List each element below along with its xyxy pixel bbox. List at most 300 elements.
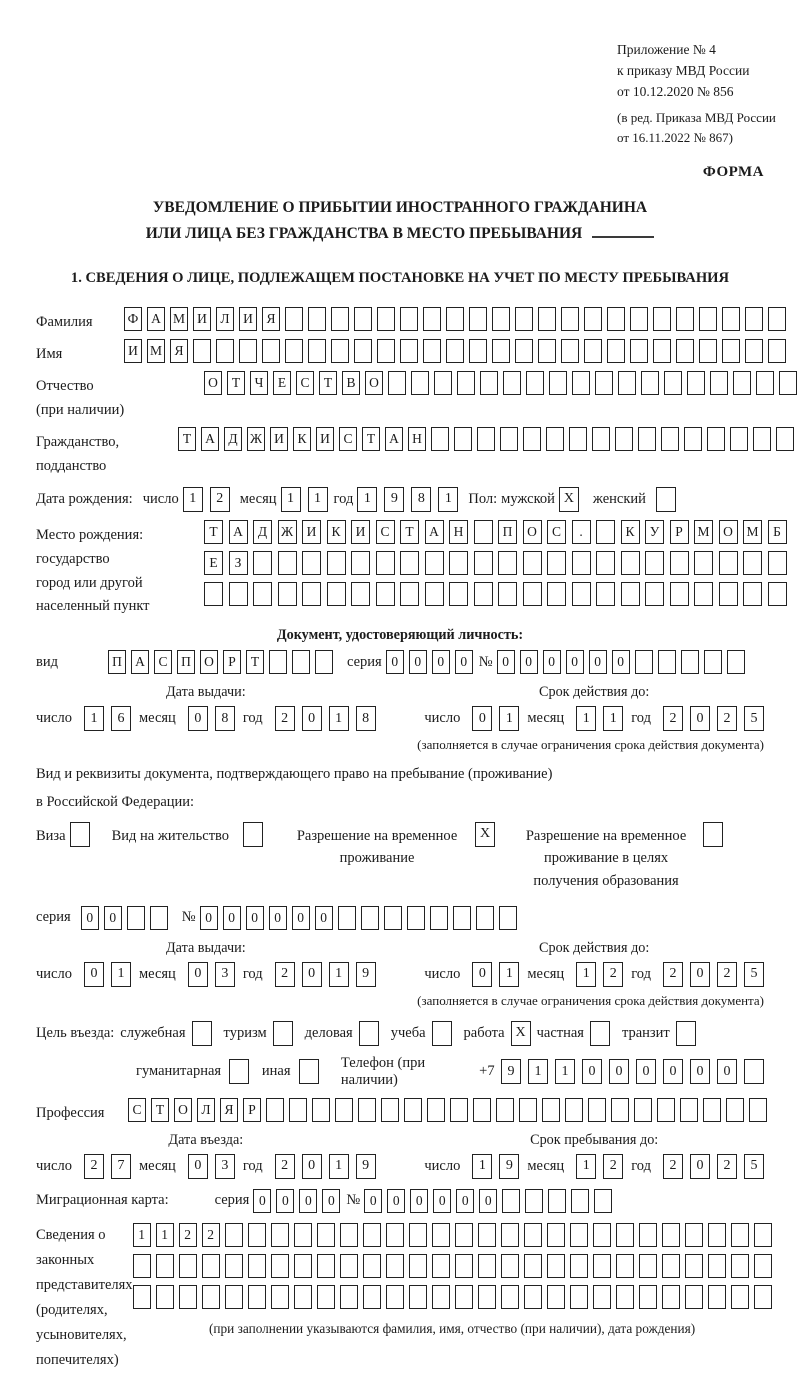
char-cell[interactable]: О [204, 371, 222, 395]
char-cell[interactable] [547, 551, 566, 575]
char-cell[interactable] [779, 371, 797, 395]
char-cell[interactable] [681, 650, 699, 674]
char-cell[interactable] [687, 371, 705, 395]
char-cell[interactable]: 0 [582, 1059, 602, 1084]
char-cell[interactable]: Ж [247, 427, 265, 451]
char-cell[interactable] [363, 1223, 381, 1247]
char-cell[interactable]: Т [227, 371, 245, 395]
char-cell[interactable]: 0 [472, 706, 492, 731]
char-cell[interactable] [653, 339, 671, 363]
char-cell[interactable]: Т [400, 520, 419, 544]
char-cell[interactable]: 2 [717, 706, 737, 731]
char-cell[interactable]: 1 [499, 962, 519, 987]
char-cell[interactable] [525, 1189, 543, 1213]
char-cell[interactable] [524, 1223, 542, 1247]
char-cell[interactable] [616, 1254, 634, 1278]
char-cell[interactable]: 0 [223, 906, 241, 930]
char-cell[interactable] [388, 371, 406, 395]
char-cell[interactable]: 9 [356, 1154, 376, 1179]
char-cell[interactable] [615, 427, 633, 451]
char-cell[interactable]: 5 [744, 706, 764, 731]
char-cell[interactable] [253, 582, 272, 606]
char-cell[interactable] [225, 1254, 243, 1278]
char-cell[interactable] [292, 650, 310, 674]
char-cell[interactable] [565, 1098, 583, 1122]
char-cell[interactable] [710, 371, 728, 395]
char-cell[interactable] [271, 1254, 289, 1278]
char-cell[interactable]: 2 [717, 1154, 737, 1179]
char-cell[interactable]: О [523, 520, 542, 544]
char-cell[interactable] [694, 551, 713, 575]
char-cell[interactable]: Т [319, 371, 337, 395]
char-cell[interactable]: 0 [315, 906, 333, 930]
char-cell[interactable] [722, 339, 740, 363]
char-cell[interactable]: А [147, 307, 165, 331]
char-cell[interactable]: У [645, 520, 664, 544]
purpose-transit-checkbox[interactable] [676, 1021, 696, 1046]
char-cell[interactable] [719, 582, 738, 606]
char-cell[interactable] [216, 339, 234, 363]
char-cell[interactable]: Н [449, 520, 468, 544]
char-cell[interactable]: 1 [329, 962, 349, 987]
char-cell[interactable]: И [302, 520, 321, 544]
char-cell[interactable] [363, 1285, 381, 1309]
char-cell[interactable] [498, 582, 517, 606]
char-cell[interactable] [317, 1285, 335, 1309]
char-cell[interactable] [340, 1223, 358, 1247]
char-cell[interactable]: 1 [111, 962, 131, 987]
char-cell[interactable] [294, 1254, 312, 1278]
char-cell[interactable] [338, 906, 356, 930]
char-cell[interactable]: 0 [188, 962, 208, 987]
char-cell[interactable]: 0 [663, 1059, 683, 1084]
char-cell[interactable] [685, 1223, 703, 1247]
char-cell[interactable]: Ж [278, 520, 297, 544]
char-cell[interactable]: 2 [717, 962, 737, 987]
char-cell[interactable] [469, 339, 487, 363]
char-cell[interactable] [315, 650, 333, 674]
char-cell[interactable]: Ч [250, 371, 268, 395]
char-cell[interactable] [685, 1285, 703, 1309]
char-cell[interactable]: 2 [663, 962, 683, 987]
char-cell[interactable] [351, 582, 370, 606]
char-cell[interactable]: 1 [438, 487, 458, 512]
char-cell[interactable]: 7 [111, 1154, 131, 1179]
char-cell[interactable]: 0 [636, 1059, 656, 1084]
char-cell[interactable] [432, 1254, 450, 1278]
char-cell[interactable] [768, 551, 787, 575]
char-cell[interactable] [653, 307, 671, 331]
char-cell[interactable] [571, 1189, 589, 1213]
char-cell[interactable]: 1 [357, 487, 377, 512]
purpose-work-checkbox[interactable]: X [511, 1021, 531, 1046]
char-cell[interactable] [377, 307, 395, 331]
char-cell[interactable] [754, 1285, 772, 1309]
char-cell[interactable] [285, 339, 303, 363]
char-cell[interactable] [361, 906, 379, 930]
char-cell[interactable] [449, 551, 468, 575]
char-cell[interactable] [523, 582, 542, 606]
char-cell[interactable] [547, 1285, 565, 1309]
char-cell[interactable] [501, 1254, 519, 1278]
char-cell[interactable]: 2 [603, 962, 623, 987]
char-cell[interactable] [133, 1254, 151, 1278]
char-cell[interactable] [248, 1223, 266, 1247]
char-cell[interactable] [455, 1285, 473, 1309]
char-cell[interactable] [727, 650, 745, 674]
char-cell[interactable]: К [327, 520, 346, 544]
char-cell[interactable] [547, 1223, 565, 1247]
char-cell[interactable] [596, 520, 615, 544]
char-cell[interactable] [658, 650, 676, 674]
char-cell[interactable]: 0 [322, 1189, 340, 1213]
char-cell[interactable] [685, 1254, 703, 1278]
char-cell[interactable] [253, 551, 272, 575]
char-cell[interactable] [768, 582, 787, 606]
char-cell[interactable] [400, 339, 418, 363]
char-cell[interactable]: Т [204, 520, 223, 544]
char-cell[interactable] [542, 1098, 560, 1122]
char-cell[interactable]: 1 [576, 962, 596, 987]
char-cell[interactable]: 2 [210, 487, 230, 512]
char-cell[interactable] [377, 339, 395, 363]
char-cell[interactable] [594, 1189, 612, 1213]
char-cell[interactable]: Я [170, 339, 188, 363]
purpose-study-checkbox[interactable] [432, 1021, 452, 1046]
char-cell[interactable]: 5 [744, 1154, 764, 1179]
char-cell[interactable] [572, 371, 590, 395]
char-cell[interactable] [202, 1254, 220, 1278]
char-cell[interactable] [423, 339, 441, 363]
char-cell[interactable]: Е [273, 371, 291, 395]
char-cell[interactable]: Н [408, 427, 426, 451]
char-cell[interactable]: 1 [329, 706, 349, 731]
char-cell[interactable] [639, 1223, 657, 1247]
char-cell[interactable]: 1 [329, 1154, 349, 1179]
char-cell[interactable]: 2 [202, 1223, 220, 1247]
char-cell[interactable] [340, 1254, 358, 1278]
char-cell[interactable]: Б [768, 520, 787, 544]
char-cell[interactable] [708, 1223, 726, 1247]
char-cell[interactable] [670, 582, 689, 606]
char-cell[interactable]: 1 [576, 1154, 596, 1179]
char-cell[interactable] [354, 339, 372, 363]
char-cell[interactable] [726, 1098, 744, 1122]
char-cell[interactable] [572, 582, 591, 606]
char-cell[interactable] [248, 1254, 266, 1278]
char-cell[interactable] [676, 307, 694, 331]
char-cell[interactable] [179, 1285, 197, 1309]
char-cell[interactable] [478, 1223, 496, 1247]
temp-residence-education-checkbox[interactable] [703, 822, 723, 847]
char-cell[interactable]: Р [670, 520, 689, 544]
char-cell[interactable]: 0 [520, 650, 538, 674]
char-cell[interactable]: 0 [302, 962, 322, 987]
char-cell[interactable] [639, 1254, 657, 1278]
char-cell[interactable]: Д [224, 427, 242, 451]
char-cell[interactable] [634, 1098, 652, 1122]
char-cell[interactable] [156, 1285, 174, 1309]
char-cell[interactable]: Я [220, 1098, 238, 1122]
char-cell[interactable] [570, 1285, 588, 1309]
char-cell[interactable] [630, 339, 648, 363]
char-cell[interactable]: 2 [275, 962, 295, 987]
char-cell[interactable]: Я [262, 307, 280, 331]
char-cell[interactable]: 0 [479, 1189, 497, 1213]
char-cell[interactable]: Л [216, 307, 234, 331]
char-cell[interactable]: 9 [499, 1154, 519, 1179]
char-cell[interactable] [404, 1098, 422, 1122]
char-cell[interactable]: 0 [497, 650, 515, 674]
char-cell[interactable] [312, 1098, 330, 1122]
char-cell[interactable] [308, 307, 326, 331]
char-cell[interactable]: Р [243, 1098, 261, 1122]
char-cell[interactable]: 1 [499, 706, 519, 731]
char-cell[interactable] [457, 371, 475, 395]
char-cell[interactable] [645, 551, 664, 575]
char-cell[interactable] [524, 1254, 542, 1278]
char-cell[interactable] [699, 339, 717, 363]
char-cell[interactable]: 1 [133, 1223, 151, 1247]
char-cell[interactable] [492, 307, 510, 331]
purpose-other-checkbox[interactable] [299, 1059, 319, 1084]
char-cell[interactable] [335, 1098, 353, 1122]
char-cell[interactable]: 0 [410, 1189, 428, 1213]
char-cell[interactable] [302, 551, 321, 575]
char-cell[interactable] [707, 427, 725, 451]
char-cell[interactable]: 0 [269, 906, 287, 930]
char-cell[interactable] [699, 307, 717, 331]
char-cell[interactable]: 0 [386, 650, 404, 674]
char-cell[interactable] [492, 339, 510, 363]
purpose-tourism-checkbox[interactable] [273, 1021, 293, 1046]
char-cell[interactable]: Р [223, 650, 241, 674]
char-cell[interactable]: 0 [188, 1154, 208, 1179]
char-cell[interactable] [432, 1285, 450, 1309]
char-cell[interactable] [450, 1098, 468, 1122]
char-cell[interactable]: К [293, 427, 311, 451]
char-cell[interactable] [430, 906, 448, 930]
char-cell[interactable]: 1 [576, 706, 596, 731]
char-cell[interactable] [572, 551, 591, 575]
char-cell[interactable] [446, 339, 464, 363]
char-cell[interactable]: 0 [81, 906, 99, 930]
char-cell[interactable] [570, 1223, 588, 1247]
char-cell[interactable] [262, 339, 280, 363]
char-cell[interactable]: 0 [609, 1059, 629, 1084]
char-cell[interactable]: Ф [124, 307, 142, 331]
char-cell[interactable] [684, 427, 702, 451]
char-cell[interactable]: 2 [663, 1154, 683, 1179]
char-cell[interactable]: 9 [384, 487, 404, 512]
char-cell[interactable] [607, 339, 625, 363]
visa-checkbox[interactable] [70, 822, 90, 847]
char-cell[interactable] [546, 427, 564, 451]
char-cell[interactable] [427, 1098, 445, 1122]
char-cell[interactable] [561, 339, 579, 363]
char-cell[interactable] [548, 1189, 566, 1213]
char-cell[interactable] [407, 906, 425, 930]
char-cell[interactable]: 0 [364, 1189, 382, 1213]
char-cell[interactable] [411, 371, 429, 395]
char-cell[interactable]: 2 [179, 1223, 197, 1247]
char-cell[interactable] [621, 582, 640, 606]
char-cell[interactable]: 2 [84, 1154, 104, 1179]
char-cell[interactable]: 0 [104, 906, 122, 930]
char-cell[interactable]: 2 [275, 1154, 295, 1179]
char-cell[interactable]: 3 [215, 962, 235, 987]
char-cell[interactable] [455, 1254, 473, 1278]
char-cell[interactable]: С [547, 520, 566, 544]
char-cell[interactable] [289, 1098, 307, 1122]
char-cell[interactable]: Т [362, 427, 380, 451]
char-cell[interactable] [400, 551, 419, 575]
char-cell[interactable] [630, 307, 648, 331]
char-cell[interactable] [248, 1285, 266, 1309]
char-cell[interactable] [596, 582, 615, 606]
char-cell[interactable] [768, 307, 786, 331]
char-cell[interactable] [474, 582, 493, 606]
char-cell[interactable]: 0 [455, 650, 473, 674]
char-cell[interactable] [327, 582, 346, 606]
char-cell[interactable]: Л [197, 1098, 215, 1122]
char-cell[interactable]: И [193, 307, 211, 331]
char-cell[interactable] [593, 1285, 611, 1309]
char-cell[interactable]: Т [178, 427, 196, 451]
char-cell[interactable] [664, 371, 682, 395]
char-cell[interactable] [743, 582, 762, 606]
char-cell[interactable] [523, 427, 541, 451]
char-cell[interactable] [331, 339, 349, 363]
char-cell[interactable] [731, 1223, 749, 1247]
char-cell[interactable]: 0 [188, 706, 208, 731]
char-cell[interactable] [596, 551, 615, 575]
char-cell[interactable] [731, 1285, 749, 1309]
char-cell[interactable]: А [425, 520, 444, 544]
char-cell[interactable] [474, 520, 493, 544]
char-cell[interactable]: 5 [744, 962, 764, 987]
char-cell[interactable] [476, 906, 494, 930]
char-cell[interactable]: 8 [411, 487, 431, 512]
char-cell[interactable] [635, 650, 653, 674]
char-cell[interactable] [496, 1098, 514, 1122]
char-cell[interactable]: П [108, 650, 126, 674]
char-cell[interactable] [645, 582, 664, 606]
char-cell[interactable]: 0 [409, 650, 427, 674]
char-cell[interactable] [499, 906, 517, 930]
char-cell[interactable] [519, 1098, 537, 1122]
char-cell[interactable]: 0 [246, 906, 264, 930]
char-cell[interactable] [768, 339, 786, 363]
char-cell[interactable] [607, 307, 625, 331]
char-cell[interactable]: 0 [589, 650, 607, 674]
char-cell[interactable]: И [270, 427, 288, 451]
char-cell[interactable] [704, 650, 722, 674]
char-cell[interactable] [478, 1254, 496, 1278]
char-cell[interactable]: С [154, 650, 172, 674]
char-cell[interactable]: 2 [603, 1154, 623, 1179]
char-cell[interactable] [278, 582, 297, 606]
char-cell[interactable] [469, 307, 487, 331]
char-cell[interactable] [524, 1285, 542, 1309]
char-cell[interactable] [694, 582, 713, 606]
char-cell[interactable] [229, 582, 248, 606]
char-cell[interactable]: 1 [156, 1223, 174, 1247]
char-cell[interactable]: 0 [432, 650, 450, 674]
char-cell[interactable]: И [239, 307, 257, 331]
char-cell[interactable]: 1 [183, 487, 203, 512]
char-cell[interactable] [239, 339, 257, 363]
char-cell[interactable]: М [147, 339, 165, 363]
purpose-official-checkbox[interactable] [192, 1021, 212, 1046]
char-cell[interactable] [670, 551, 689, 575]
char-cell[interactable] [133, 1285, 151, 1309]
char-cell[interactable]: 0 [690, 1059, 710, 1084]
char-cell[interactable]: 0 [200, 906, 218, 930]
char-cell[interactable]: 2 [275, 706, 295, 731]
char-cell[interactable]: З [229, 551, 248, 575]
char-cell[interactable]: 1 [472, 1154, 492, 1179]
char-cell[interactable] [743, 551, 762, 575]
purpose-humanitarian-checkbox[interactable] [229, 1059, 249, 1084]
char-cell[interactable] [501, 1223, 519, 1247]
char-cell[interactable] [745, 339, 763, 363]
char-cell[interactable] [744, 1059, 764, 1084]
char-cell[interactable] [756, 371, 774, 395]
char-cell[interactable] [703, 1098, 721, 1122]
char-cell[interactable] [269, 650, 287, 674]
char-cell[interactable] [400, 582, 419, 606]
char-cell[interactable]: А [201, 427, 219, 451]
char-cell[interactable]: О [200, 650, 218, 674]
char-cell[interactable] [547, 1254, 565, 1278]
char-cell[interactable]: 8 [356, 706, 376, 731]
char-cell[interactable] [317, 1223, 335, 1247]
char-cell[interactable] [749, 1098, 767, 1122]
char-cell[interactable]: М [170, 307, 188, 331]
char-cell[interactable]: 0 [612, 650, 630, 674]
char-cell[interactable] [358, 1098, 376, 1122]
char-cell[interactable] [730, 427, 748, 451]
char-cell[interactable] [662, 1285, 680, 1309]
char-cell[interactable] [225, 1285, 243, 1309]
char-cell[interactable]: С [376, 520, 395, 544]
char-cell[interactable] [638, 427, 656, 451]
char-cell[interactable]: П [177, 650, 195, 674]
char-cell[interactable] [363, 1254, 381, 1278]
char-cell[interactable] [202, 1285, 220, 1309]
char-cell[interactable] [661, 427, 679, 451]
char-cell[interactable]: 0 [299, 1189, 317, 1213]
char-cell[interactable] [179, 1254, 197, 1278]
char-cell[interactable]: К [621, 520, 640, 544]
char-cell[interactable] [498, 551, 517, 575]
char-cell[interactable] [547, 582, 566, 606]
char-cell[interactable] [616, 1223, 634, 1247]
char-cell[interactable] [386, 1223, 404, 1247]
char-cell[interactable]: 0 [302, 706, 322, 731]
char-cell[interactable]: 1 [281, 487, 301, 512]
char-cell[interactable] [477, 427, 495, 451]
char-cell[interactable] [480, 371, 498, 395]
char-cell[interactable] [308, 339, 326, 363]
char-cell[interactable] [266, 1098, 284, 1122]
char-cell[interactable] [351, 551, 370, 575]
char-cell[interactable] [708, 1285, 726, 1309]
char-cell[interactable] [285, 307, 303, 331]
char-cell[interactable]: 3 [215, 1154, 235, 1179]
char-cell[interactable] [271, 1223, 289, 1247]
